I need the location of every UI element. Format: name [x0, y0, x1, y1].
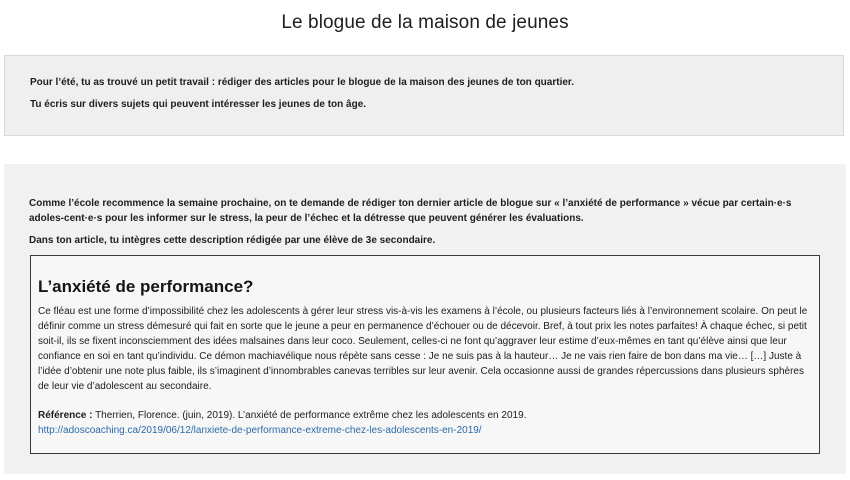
reference-citation: Therrien, Florence. (juin, 2019). L’anxiété de performance extrême chez les adolescents en 2019.	[92, 410, 527, 421]
intro-box	[4, 55, 844, 136]
task-instruction: Comme l’école recommence la semaine prochaine, on te demande de rédiger ton dernier article de blogue sur « l’anxiété de performance » vécue par certain·e·s adoles-cent·e·s pour les informer sur le stress, la peur de l’échec et la détresse que peuvent générer les évaluations.	[29, 198, 792, 224]
reference-link[interactable]: http://adoscoaching.ca/2019/06/12/lanxiete-de-performance-extreme-chez-les-adolescents-en-2019/	[38, 425, 482, 436]
page-title: Le blogue de la maison de jeunes	[281, 11, 569, 33]
intro-line-1: Pour l’été, tu as trouvé un petit travail : rédiger des articles pour le blogue de la maison des jeunes de ton quartier.	[30, 77, 575, 88]
intro-line-2: Tu écris sur divers sujets qui peuvent intéresser les jeunes de ton âge.	[30, 99, 367, 110]
article-excerpt-box	[30, 255, 820, 454]
reference-label: Référence :	[38, 410, 93, 421]
task-description-note: Dans ton article, tu intègres cette description rédigée par une élève de 3e secondaire.	[29, 235, 436, 246]
article-body: Ce fléau est une forme d’impossibilité chez les adolescents à gérer leur stress vis-à-vis les examens à l’école, ou plusieurs facteurs liés à l’environnement scolaire. On peut le définir comme un stress démesuré qui fait en sorte que le jeune a peur en permanence d’échouer ou de décevoir. Bref, à tout prix les notes parfaites! À chaque échec, si petit soit-il, ils se fixent inconsciemment des idées malsaines dans leur coco. Seulement, celles-ci ne font qu’aggraver leur estime d’eux-mêmes en tant qu’élève ainsi que leur confiance en soi en tant qu’individu. Ce démon machiavélique nous répète sans cesse : Je ne suis pas à la hauteur… Je ne vais rien faire de bon dans ma vie… […] Juste à l’idée d’obtenir une note plus faible, ils s’imaginent d’innombrables canevas terribles sur leur avenir. Cela occasionne aussi de grandes répercussions dans plusieurs sphères de leur vie d’adolescent au secondaire.	[38, 306, 808, 392]
article-title: L’anxiété de performance?	[38, 277, 254, 296]
article-reference	[38, 408, 812, 438]
